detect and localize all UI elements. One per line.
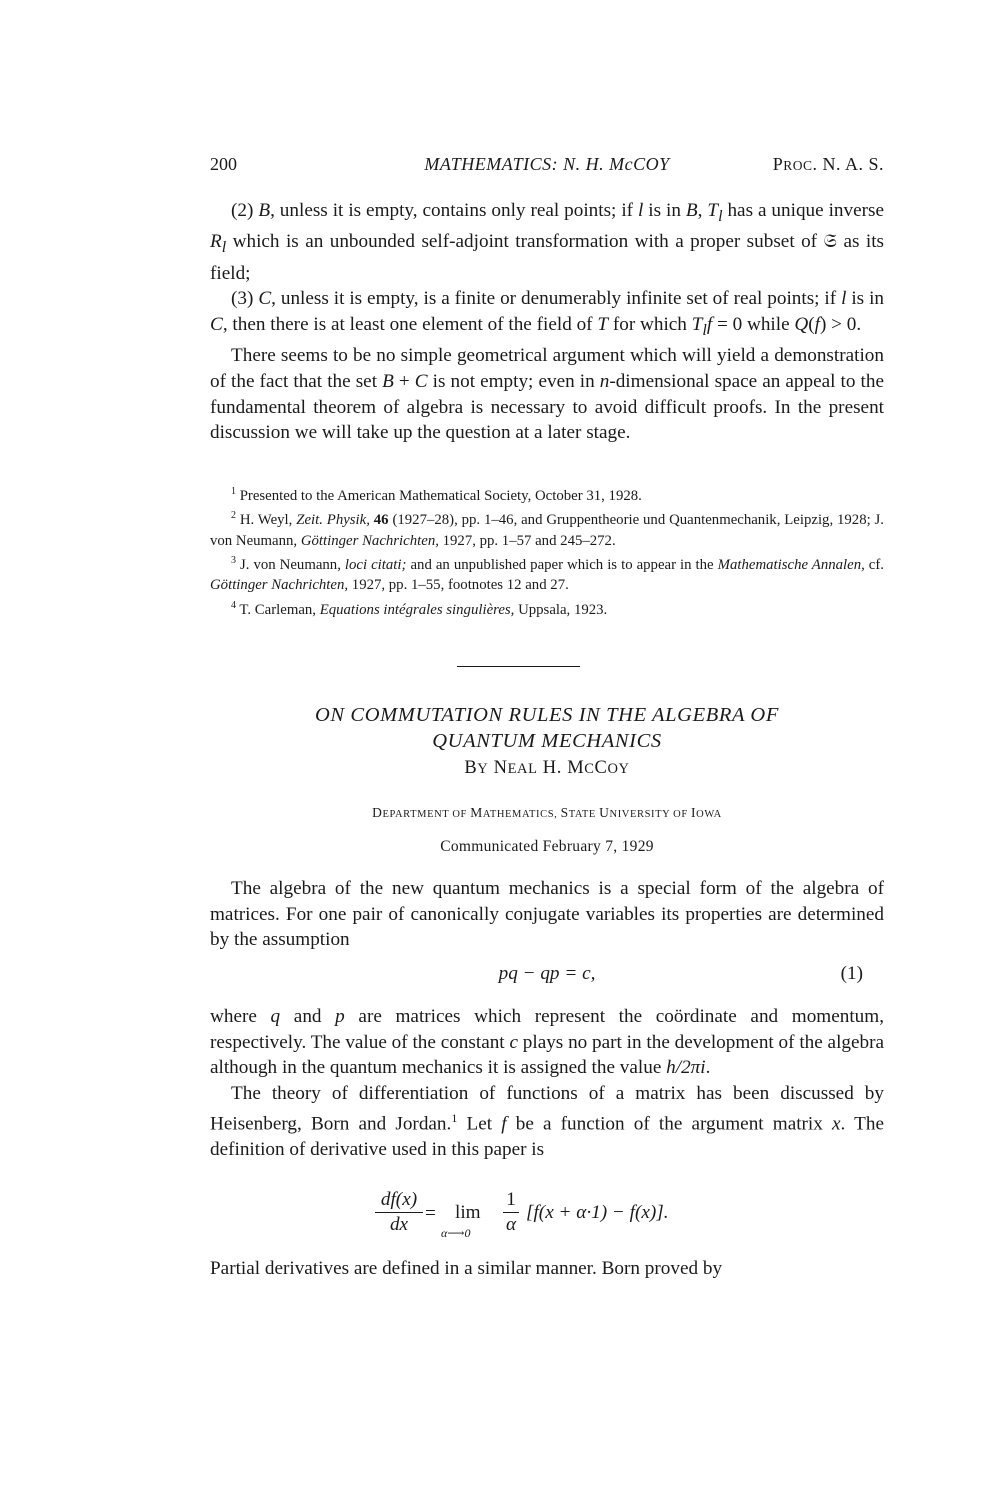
author-byline: BY NEAL H. MCCOY [464, 758, 630, 778]
equation-1-expression: pq − qp = c, [498, 963, 596, 984]
closing-paragraph: Partial derivatives are defined in a similar manner. Born proved by [210, 1258, 723, 1279]
page-number: 200 [210, 154, 237, 174]
paragraph-differentiation: The theory of differentiation of functions of a matrix has been discussed by Heisenberg, Born and Jordan.$^1$ Let f be a function of the argument matrix x. The definition of derivative used in this paper is [210, 1082, 884, 1161]
section-divider [457, 666, 580, 667]
body-paragraphs [210, 1004, 884, 1163]
running-title: MATHEMATICS: N. H. McCOY [424, 154, 670, 174]
footnote-3: $^3$ J. von Neumann, loci citati; and an unpublished paper which is to appear in the Mathematische Annalen, cf. Göttinger Nachrichten, 1927, pp. 1–55, footnotes 12 and 27. [210, 555, 884, 594]
footnote-4: $^4$ T. Carleman, Equations intégrales singulières, Uppsala, 1923. [231, 599, 608, 618]
footnote-2: $^2$ H. Weyl, Zeit. Physik, 46 (1927–28), pp. 1–46, and Gruppentheorie und Quantenmechanik, Leipzig, 1928; J. von Neumann, Göttinger Nachrichten, 1927, pp. 1–57 and 245–272. [210, 510, 885, 549]
paragraph-geometric: There seems to be no simple geometrical argument which will yield a demonstration of the fact that the set B + C is not empty; even in n-dimensional space an appeal to the fundamental theorem of algebra is necessary to avoid difficult proofs. In the present discussion we will take up the question at a later stage. [210, 345, 884, 444]
affiliation: DEPARTMENT OF MATHEMATICS, STATE UNIVERSITY OF IOWA [372, 805, 722, 820]
footnotes [210, 482, 884, 620]
equation-derivative-definition: $\frac{df(x)}{dx}$ = lim α⟶0 $\frac{1}{\alpha}$ [f(x + α·1) − f(x)]. [375, 1188, 735, 1248]
article-title: ON COMMUTATION RULES IN THE ALGEBRA OF QUANTUM MECHANICS [315, 704, 779, 752]
intro-paragraph: The algebra of the new quantum mechanics is a special form of the algebra of matrices. For one pair of canonically conjugate variables its properties are determined by the assumption [210, 878, 884, 951]
limit-subscript: α⟶0 [441, 1226, 471, 1240]
journal-abbrev: PROC. N. A. S. [772, 154, 884, 174]
item-3: (3) C, unless it is empty, is a finite or denumerably infinite set of real points; if l is in C, then there is at least one element of the field of T for which $T_lf = 0$ while Q(f) > 0. [210, 288, 884, 339]
one-over-alpha: $\frac{1}{\alpha}$ [503, 1188, 519, 1237]
communicated-date: Communicated February 7, 1929 [440, 838, 654, 855]
continued-text [210, 198, 884, 446]
equation-1 [210, 963, 884, 991]
running-header [210, 154, 884, 180]
paragraph-matrices: where q and p are matrices which represent the coördinate and momentum, respectively. The value of the constant c plays no part in the development of the algebra although in the quantum mechanics it is assigned the value h/2πi. [210, 1006, 885, 1079]
derivative-fraction: $\frac{df(x)}{dx}$ [375, 1188, 423, 1237]
equation-1-number: (1) [840, 963, 863, 984]
footnote-1: $^1$ Presented to the American Mathematical Society, October 31, 1928. [231, 486, 642, 504]
item-2: (2) B, unless it is empty, contains only real points; if l is in B, $T_l$ has a unique inverse $R_l$ which is an unbounded self-adjoint transformation with a proper subset of 𝔖 as its field; [210, 200, 885, 284]
